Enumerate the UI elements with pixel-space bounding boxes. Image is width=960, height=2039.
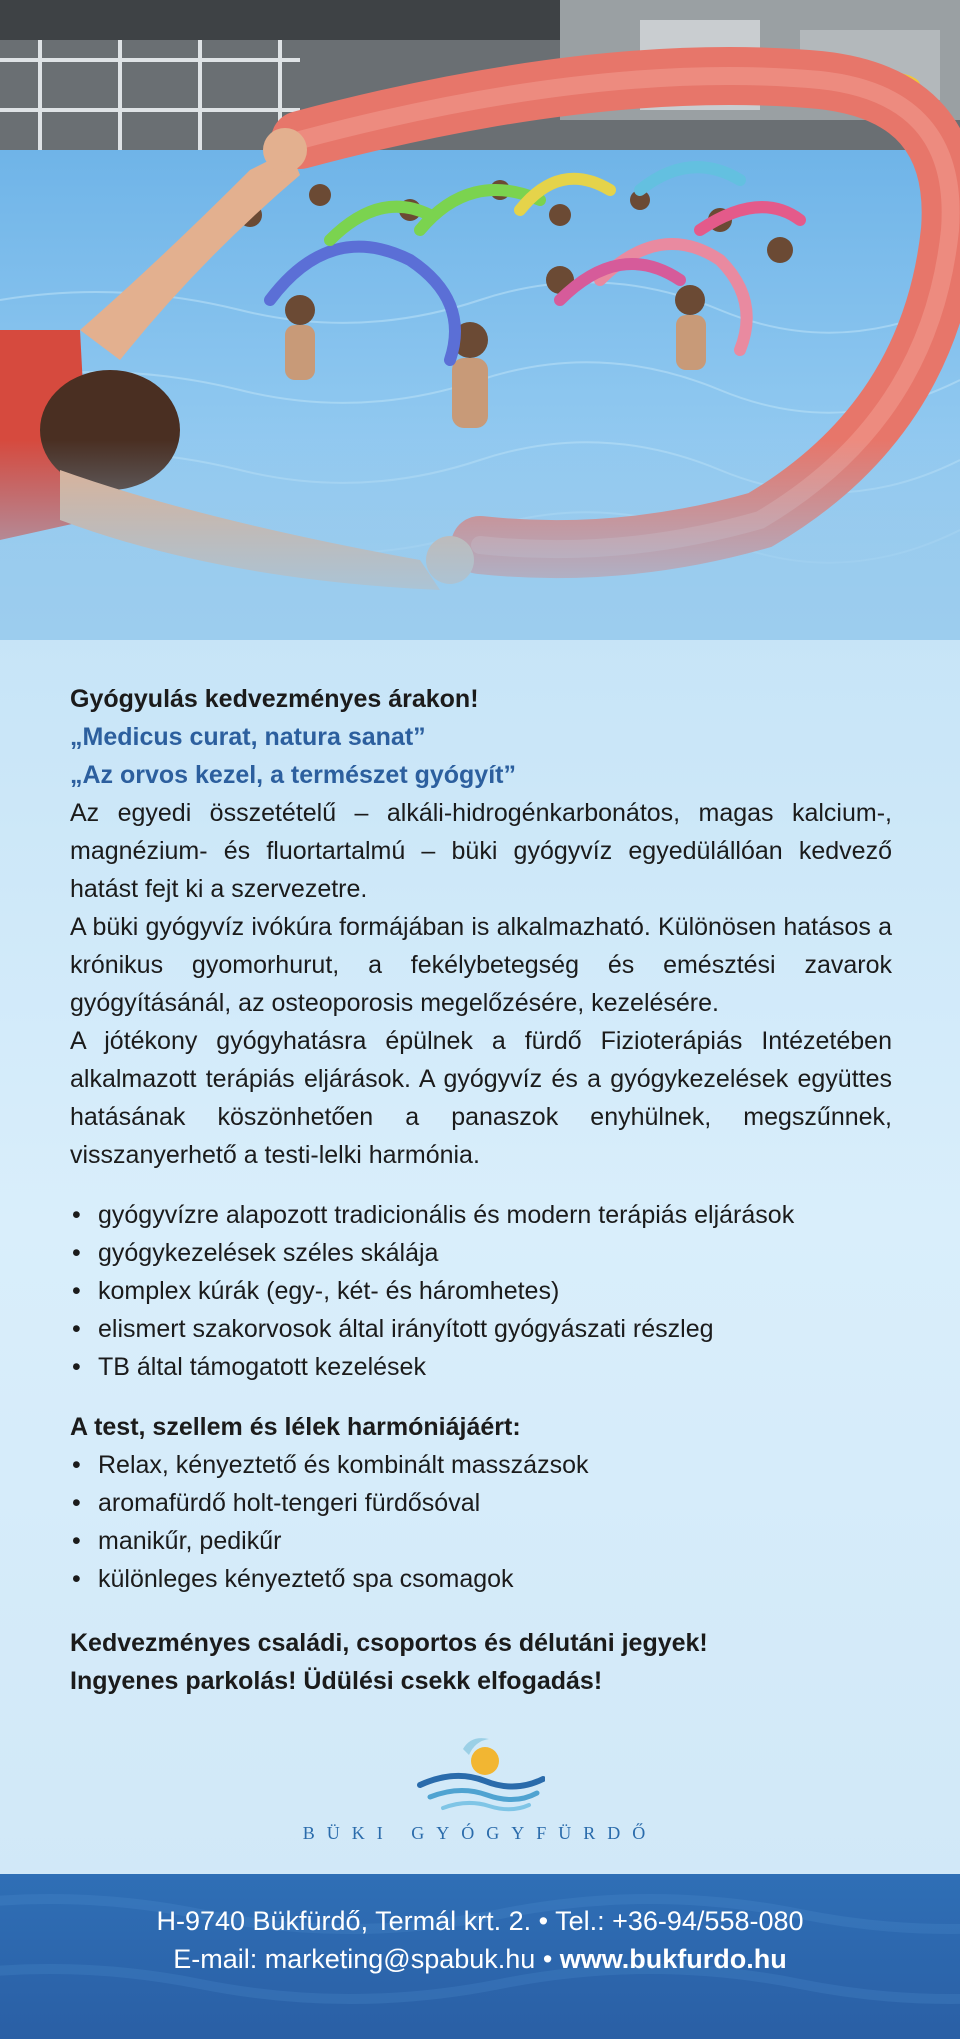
quote-latin: „Medicus curat, natura sanat” (70, 723, 426, 751)
quote-hungarian: „Az orvos kezel, a természet gyógyít” (70, 761, 516, 789)
list-item: • aromafürdő holt-tengeri fürdősóval (70, 1484, 892, 1522)
contact-lines (0, 1902, 960, 1978)
email-line (0, 1940, 960, 1978)
paragraph-composition: Az egyedi összetételű – alkáli-hidrogénkarbonátos, magas kalcium-, magnézium- és fluortartalmú – büki gyógyvíz egyedülállóan kedvező hatást fejt ki a szervezetre. (70, 799, 892, 903)
headline: Gyógyulás kedvezményes árakon! (70, 685, 479, 713)
paragraph-drinking-cure: A büki gyógyvíz ivókúra formájában is alkalmazható. Különösen hatásos a krónikus gyomorhurut, a fekélybetegség és emésztési zavarok gyógyításánál, az osteoporosis megelőzésére, kezelésére. (70, 913, 892, 1017)
treatments-list (70, 1196, 892, 1386)
offer-parking: Ingyenes parkolás! Üdülési csekk elfogadás! (70, 1667, 603, 1695)
spa-logo (0, 1735, 960, 1855)
logo-wordmark: BÜKI GYÓGYFÜRDŐ (302, 1823, 658, 1843)
hero-photo (0, 0, 960, 640)
harmony-heading: A test, szellem és lélek harmóniájáért: (70, 1413, 521, 1441)
website-link[interactable]: www.bukfurdo.hu (559, 1944, 787, 1974)
contact-footer (0, 1874, 960, 2039)
wellness-list (70, 1446, 892, 1598)
aqua-fitness-pool-icon (0, 0, 960, 640)
address-line: H-9740 Bükfürdő, Termál krt. 2. • Tel.: +36-94/558-080 (156, 1906, 804, 1936)
sun-waves-logo-icon (415, 1735, 545, 1815)
list-item: • gyógykezelések széles skálája (70, 1234, 892, 1272)
list-item: • különleges kényeztető spa csomagok (70, 1560, 892, 1598)
list-item: • manikűr, pedikűr (70, 1522, 892, 1560)
list-item: • gyógyvízre alapozott tradicionális és modern terápiás eljárások (70, 1196, 892, 1234)
list-item: • Relax, kényeztető és kombinált masszázsok (70, 1446, 892, 1484)
email-text[interactable]: E-mail: marketing@spabuk.hu • (173, 1944, 560, 1974)
list-item: • komplex kúrák (egy-, két- és háromhetes) (70, 1272, 892, 1310)
main-content (70, 680, 892, 1700)
list-item: • TB által támogatott kezelések (70, 1348, 892, 1386)
paragraph-physiotherapy: A jótékony gyógyhatásra épülnek a fürdő Fizioterápiás Intézetében alkalmazott terápiás eljárások. A gyógyvíz és a gyógykezelések együttes hatásának köszönhetően a panaszok enyhülnek, megszűnnek, visszanyerhető a testi-lelki harmónia. (70, 1027, 892, 1169)
list-item: • elismert szakorvosok által irányított gyógyászati részleg (70, 1310, 892, 1348)
offer-tickets: Kedvezményes családi, csoportos és délutáni jegyek! (70, 1629, 708, 1657)
